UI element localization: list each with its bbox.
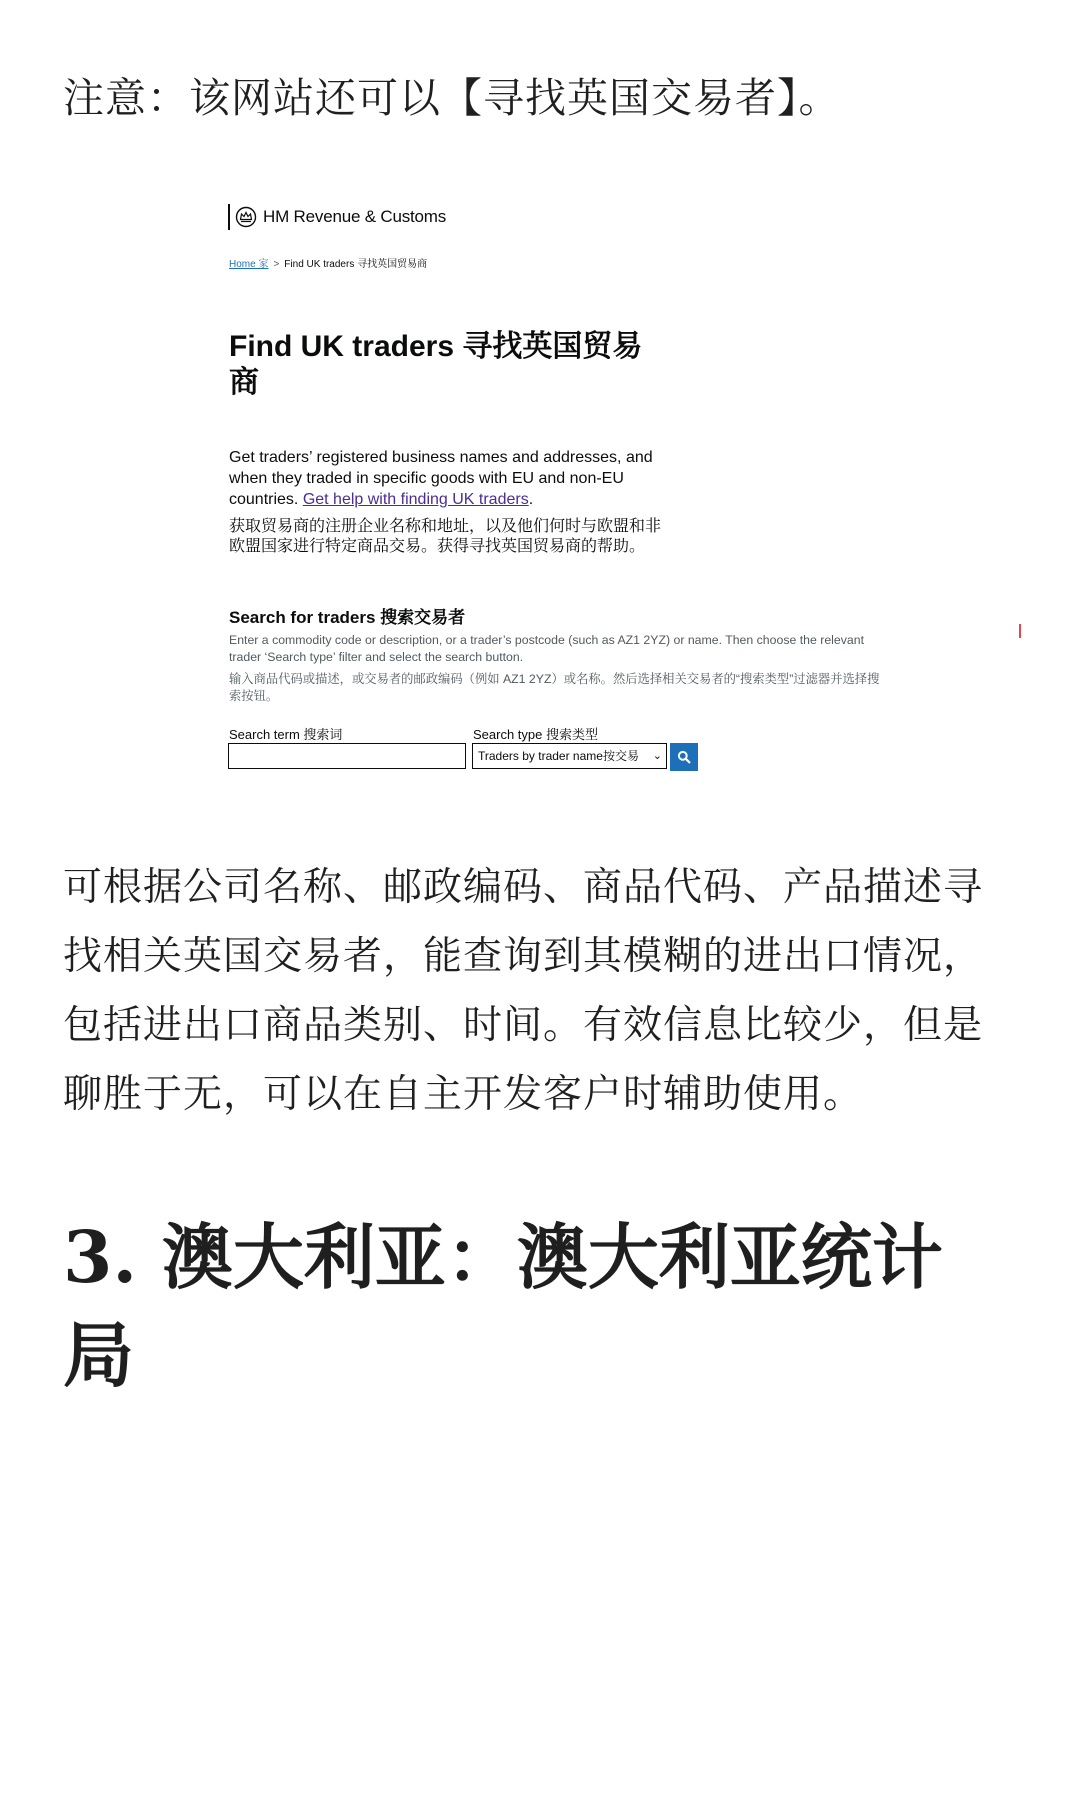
search-hint-cn: 输入商品代码或描述，或交易者的邮政编码（例如 AZ1 2YZ）或名称。然后选择相关交易者的“搜索类型”过滤器并选择搜索按钮。: [229, 672, 880, 703]
body-line: 包括进出口商品类别、时间。有效信息比较少，但是: [63, 1003, 984, 1048]
section-heading: [63, 1208, 943, 1404]
search-button[interactable]: [670, 743, 698, 771]
breadcrumb: [229, 255, 427, 270]
body-paragraph: [63, 853, 983, 1129]
note-text: 注意：该网站还可以【寻找英国交易者】。: [63, 74, 841, 122]
search-hint: Enter a commodity code or description, or a trader’s postcode (such as AZ1 2YZ) or name. Then choose the relevant trader ‘Search type’ filter and select the search button.: [229, 633, 864, 664]
search-heading: Search for traders 搜索交易者: [229, 608, 466, 627]
breadcrumb-separator: >: [273, 259, 280, 270]
heading-line: 3. 澳大利亚：澳大利亚统计: [63, 1215, 943, 1299]
breadcrumb-current: Find UK traders 寻找英国贸易商: [284, 259, 428, 270]
page-title: Find UK traders 寻找英国贸易商: [229, 330, 643, 399]
body-line: 聊胜于无，可以在自主开发客户时辅助使用。: [63, 1072, 864, 1117]
logo-text: HM Revenue & Customs: [263, 207, 447, 226]
breadcrumb-home-link[interactable]: Home 家: [229, 259, 269, 270]
hmrc-logo[interactable]: [228, 204, 446, 230]
logo-bar: [228, 204, 230, 230]
intro-paragraph: [229, 447, 667, 510]
hmrc-screenshot: [0, 0, 1080, 800]
search-type-select[interactable]: [472, 743, 667, 769]
intro-paragraph-cn: 获取贸易商的注册企业名称和地址，以及他们何时与欧盟和非欧盟国家进行特定商品交易。获得寻找英国贸易商的帮助。: [229, 518, 662, 555]
heading-line: 局: [63, 1313, 135, 1397]
body-line: 找相关英国交易者，能查询到其模糊的进出口情况，: [63, 934, 984, 979]
intro-text: Get traders’ registered business names and addresses, and when they traded in specific goods with EU and non-EU countries.: [229, 449, 653, 508]
search-icon: [677, 750, 691, 764]
help-link[interactable]: Get help with finding UK traders: [302, 491, 529, 508]
intro-text-end: .: [528, 491, 534, 508]
search-type-label: Search type 搜索类型: [473, 727, 598, 742]
crown-crest-icon: [235, 206, 257, 228]
body-line: 可根据公司名称、邮政编码、商品代码、产品描述寻: [63, 865, 984, 910]
search-term-input[interactable]: [228, 743, 466, 769]
chevron-down-icon: ⌄: [652, 750, 662, 762]
search-type-value: Traders by trader name按交易: [478, 749, 639, 763]
search-term-label: Search term 搜索词: [229, 727, 343, 742]
red-mark: [1019, 624, 1021, 638]
